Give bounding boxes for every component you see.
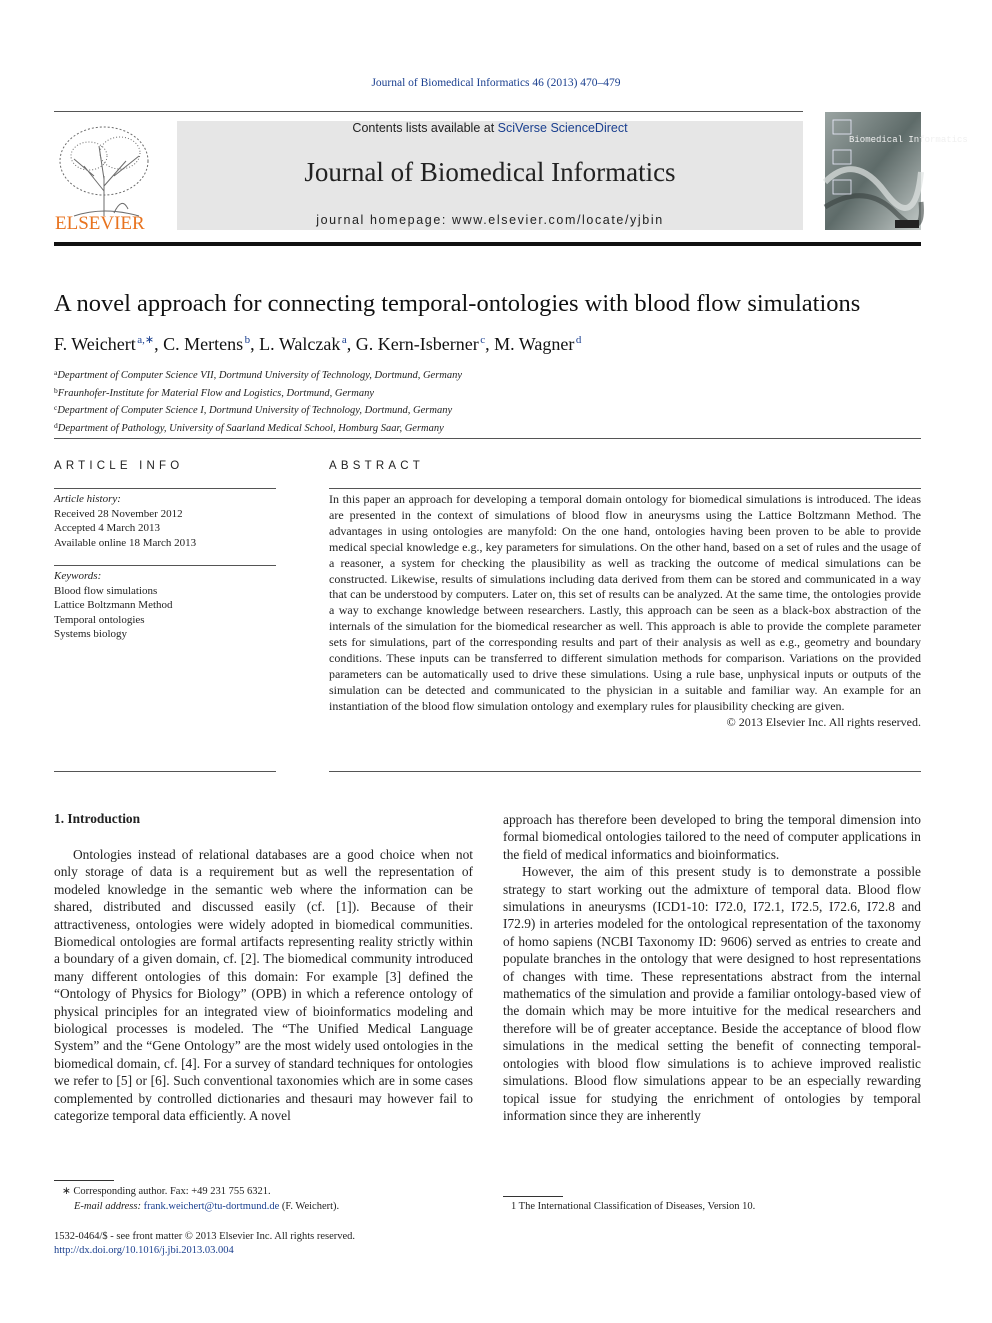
keyword: Temporal ontologies <box>54 613 145 626</box>
footnote-1: 1 The International Classification of Diseases, Version 10. <box>511 1201 756 1212</box>
intro-paragraph: However, the aim of this present study is to demonstrate a possible strategy to start working out the admixture of temporal data. Blood flow simulations in aneurysms (ICD1-10: I72.0, I72.1, I72.5, I72.6, I72.8 and I72.9) in arteries modeled for the ontological representation of the taxonomy of homo sapiens (NCBI Taxonomy ID: 9606) served as entries to create and populate branches in the ontology that were designed to host representations of changes with time. These representations abstract from the internal mathematics of the simulation and provide a familiar ontology-based view of the domain which may be more intuitive for the medical researchers and therefore will be of greater acceptance. Beside the acceptance of blood flow simulations in the medical setting the benefit of connecting temporal-ontologies with blood flow simulations is to achieve improved realistic simulations. Blood flow simulations appear to be an especially rewarding topical issue for studying the enrichment of ontologies by temporal information since they are inherently <box>503 864 921 1123</box>
history-label: Article history: <box>54 493 121 505</box>
abstract-copyright: © 2013 Elsevier Inc. All rights reserved. <box>726 714 921 729</box>
affiliation-item: $^b$Fraunhofer-Institute for Material Flow and Logistics, Dortmund, Germany <box>54 385 374 399</box>
author-affil-link[interactable]: a,∗ <box>137 334 155 346</box>
issn-line: 1532-0464/$ - see front matter © 2013 Elsevier Inc. All rights reserved. <box>54 1231 356 1242</box>
keywords-block <box>54 569 276 642</box>
intro-right-column <box>503 811 921 1124</box>
author-list: F. Weichert $^{a,∗}$, C. Mertens $^b$, L. Walczak $^a$, G. Kern-Isberner $^c$, M. Wagner $^d$ <box>54 334 582 354</box>
keywords-rule <box>54 565 276 566</box>
abstract-rule <box>329 488 921 489</box>
author-affil-link[interactable]: a <box>341 334 347 346</box>
info-rule <box>54 488 276 489</box>
affiliation-item: $^a$Department of Computer Science VII, Dortmund University of Technology, Dortmund, Germany <box>54 368 463 381</box>
sciencedirect-link[interactable]: SciVerse ScienceDirect <box>497 121 628 135</box>
article-history <box>54 492 276 550</box>
intro-paragraph: Ontologies instead of relational databases are a good choice when not only storage of data is a requirement but as well the representation of modeled knowledge in the semantic web where the information can be shared, distributed and discussed easily (cf. [1]). Because of their attractiveness, ontologies were widely adopted in biomedical communities. Biomedical ontologies are formal artifacts representing reality strictly within a boundary of a given domain, cf. [2]. The biomedical community introduced many different ontologies of this domain: For example [3] defined the “Ontology of Physics for Biology” (OPB) in which a reference ontology of physical principles for an integrated view of bioinformatics modeling and biological processes is modeled. The “The Unified Medical Language System” and the “Gene Ontology” are the most widely used ontologies in the biomedical domain, cf. [4]. For a survey of standard techniques for ontologies we refer to [5] or [6]. Such conventional taxonomies which are in some cases complemented by controlled dictionaries and thesauri may however fail to categorize temporal data efficiently. A novel <box>54 847 473 1124</box>
intro-left-column <box>54 846 473 1125</box>
header-rule-thick <box>54 242 921 246</box>
author-affil-link[interactable]: c <box>480 334 486 346</box>
abstract-heading: ABSTRACT <box>329 460 424 472</box>
elsevier-logo <box>54 121 156 233</box>
keywords-label: Keywords: <box>54 570 102 582</box>
elsevier-wordmark: ELSEVIER <box>55 213 145 234</box>
email-line: E-mail address: frank.weichert@tu-dortmund.de (F. Weichert). <box>74 1200 340 1212</box>
author-name: M. Wagner <box>494 334 575 354</box>
history-online: Available online 18 March 2013 <box>54 536 197 549</box>
keyword: Lattice Boltzmann Method <box>54 599 173 611</box>
history-received: Received 28 November 2012 <box>54 507 183 520</box>
journal-homepage[interactable]: journal homepage: www.elsevier.com/locate/yjbin <box>316 213 664 227</box>
abstract-body: In this paper an approach for developing a temporal domain ontology for biomedical simulations is introduced. The ideas are presented in the context of simulations of blood flow in aneurysms using the Lattice Boltzmann Method. The advantages in using ontologies are manyfold: On the one hand, ontologies having been proven to be able to provide medical special knowledge e.g., key parameters for simulations. On the other hand, based on a set of rules and the usage of a reasoner, a system for checking the plausibility as well as tracking the outcome of medical simulations can be constructed. Likewise, results of simulations including data derived from them can be stored and communicated in a way that can be understood by computers. Later on, this set of results can be analyzed. At the same time, the ontologies provide a way to exchange knowledge between researchers. Lastly, this approach can be seen as a black-box abstraction of the internals of the simulation for the biomedical researcher as well. This approach is able to provide the complete parameter sets for simulations, part of the corresponding results and part of their analysis as well as e.g., geometry and boundary conditions. These inputs can be transferred to different simulation methods for comparison. Variations on the provided parameters can be automatically used to drive these simulations. Using a rule base, unphysical inputs or outputs of the simulation can be detected and communicated to the physician in a suitable and familiar way. An example for an instantiation of the blood flow simulation ontology and exemplary rules for plausibility checking are given. <box>329 492 921 713</box>
keyword: Systems biology <box>54 628 128 640</box>
author-affil-link[interactable]: d <box>575 334 582 346</box>
author-name: G. Kern-Isberner <box>355 334 479 354</box>
journal-name: Journal of Biomedical Informatics <box>304 157 676 187</box>
footnote-rule-right <box>503 1196 563 1197</box>
header-rule-top <box>54 111 803 112</box>
affiliation-list <box>54 366 754 436</box>
author-affil-link[interactable]: b <box>244 334 251 346</box>
section-heading-introduction: 1. Introduction <box>54 811 141 826</box>
abstract-text <box>329 492 921 731</box>
abstract-bottom-rule <box>329 771 921 772</box>
author-name: C. Mertens <box>163 334 244 354</box>
author-name: F. Weichert <box>54 334 136 354</box>
affiliation-item: $^c$Department of Computer Science I, Dortmund University of Technology, Dortmund, Germany <box>54 403 453 416</box>
affiliation-item: $^d$Department of Pathology, University of Saarland Medical School, Homburg Saar, Germany <box>54 420 444 434</box>
elsevier-tree-icon <box>54 121 156 233</box>
journal-cover-image <box>825 112 968 230</box>
article-info-heading: ARTICLE INFO <box>54 460 184 472</box>
corresponding-author-note <box>62 1185 482 1214</box>
keyword: Blood flow simulations <box>54 584 158 597</box>
journal-citation[interactable]: Journal of Biomedical Informatics 46 (2013) 470–479 <box>371 77 621 89</box>
corresponding-author: ∗ Corresponding author. Fax: +49 231 755 6321. <box>62 1186 271 1197</box>
info-bottom-rule <box>54 771 276 772</box>
author-name: L. Walczak <box>259 334 341 354</box>
cover-title: Biomedical Informatics <box>849 135 968 145</box>
affiliation-rule <box>54 438 921 439</box>
intro-paragraph: approach has therefore been developed to bring the temporal dimension into formal biomedical ontologies tailored to the need of computer applications in the field of medical informatics and bioinformatics. <box>503 812 921 862</box>
history-accepted: Accepted 4 March 2013 <box>54 522 160 534</box>
doi-link[interactable]: http://dx.doi.org/10.1016/j.jbi.2013.03.004 <box>54 1245 234 1256</box>
footnote-rule-left <box>54 1180 114 1181</box>
journal-cover-icon <box>825 112 968 230</box>
contents-line: Contents lists available at SciVerse ScienceDirect <box>352 121 628 135</box>
journal-banner <box>177 121 803 230</box>
article-title: A novel approach for connecting temporal-ontologies with blood flow simulations <box>54 290 861 317</box>
email-link[interactable]: frank.weichert@tu-dortmund.de <box>143 1200 280 1212</box>
